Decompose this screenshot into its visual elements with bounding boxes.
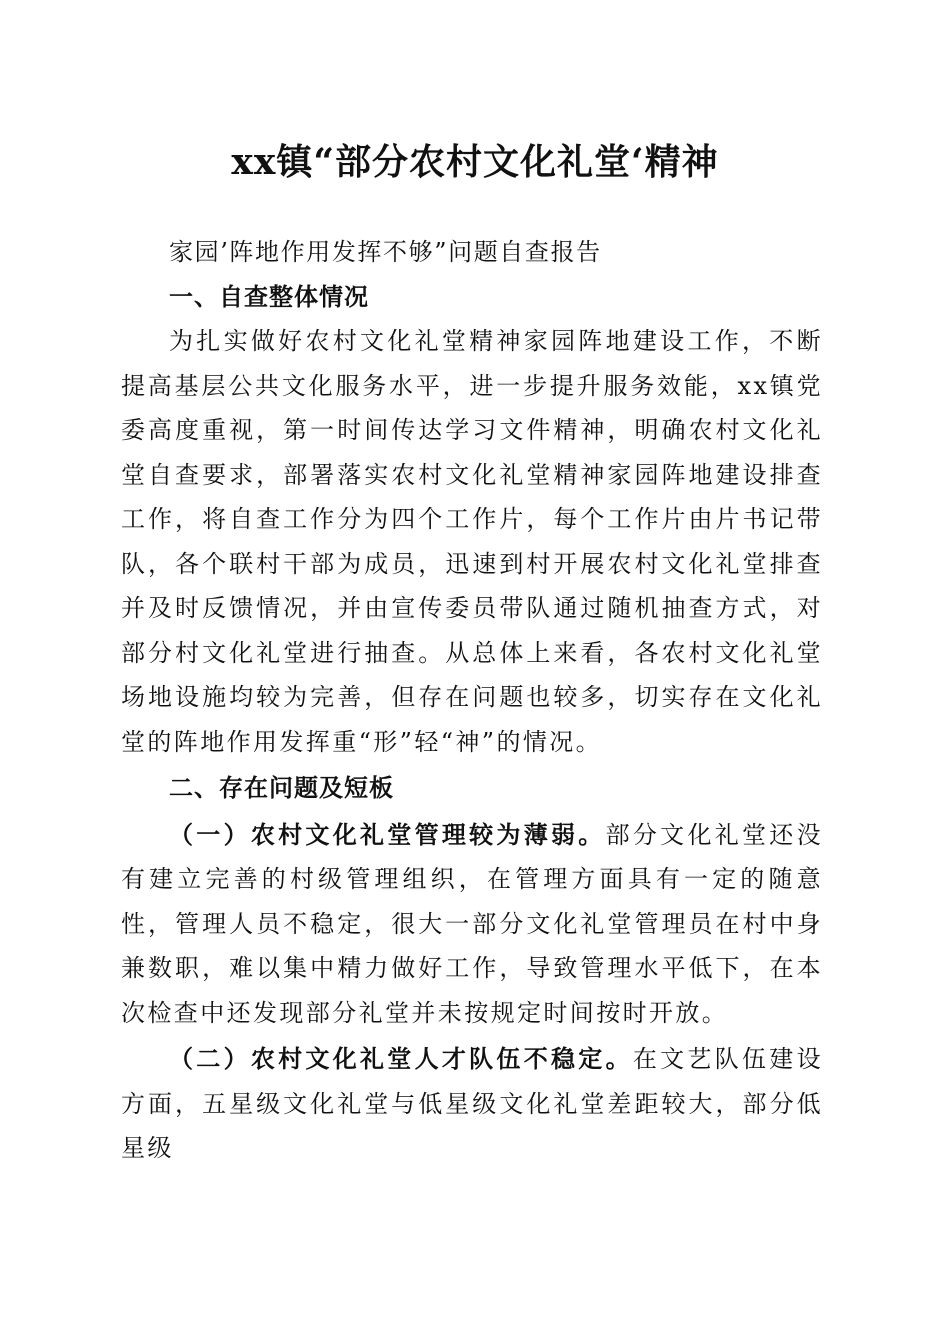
document-body bbox=[121, 230, 823, 1171]
overview-paragraph: 为扎实做好农村文化礼堂精神家园阵地建设工作，不断提高基层公共文化服务水平，进一步提升服务效能，xx镇党委高度重视，第一时间传达学习文件精神，明确农村文化礼堂自查要求，部署落实农村文化礼堂精神家园阵地建设排查工作，将自查工作分为四个工作片，每个工作片由片书记带队，各个联村干部为成员，迅速到村开展农村文化礼堂排查并及时反馈情况，并由宣传委员带队通过随机抽查方式，对部分村文化礼堂进行抽查。从总体上来看，各农村文化礼堂场地设施均较为完善，但存在问题也较多，切实存在文化礼堂的阵地作用发挥重“形”轻“神”的情况。 bbox=[121, 327, 823, 756]
document-title: xx镇“部分农村文化礼堂‘精神 bbox=[231, 141, 719, 183]
problem-item-1-text: 部分文化礼堂还没有建立完善的村级管理组织，在管理方面具有一定的随意性，管理人员不稳定，很大一部分文化礼堂管理员在村中身兼数职，难以集中精力做好工作，导致管理水平低下，在本次检查中还发现部分礼堂并未按规定时间按时开放。 bbox=[121, 820, 823, 1027]
problem-item-1 bbox=[121, 813, 823, 1036]
problem-item-2 bbox=[121, 1037, 823, 1171]
section-heading-overview: 一、自查整体情况 bbox=[169, 282, 369, 311]
problem-item-1-lead: （一）农村文化礼堂管理较为薄弱。 bbox=[169, 820, 606, 849]
section-heading-problems: 二、存在问题及短板 bbox=[169, 774, 394, 802]
document-subtitle: 家园’阵地作用发挥不够”问题自查报告 bbox=[169, 238, 602, 266]
problem-item-2-lead: （二）农村文化礼堂人才队伍不稳定。 bbox=[169, 1045, 633, 1073]
problem-item-2-text: 在文艺队伍建设方面，五星级文化礼堂与低星级文化礼堂差距较大，部分低星级 bbox=[121, 1045, 823, 1162]
